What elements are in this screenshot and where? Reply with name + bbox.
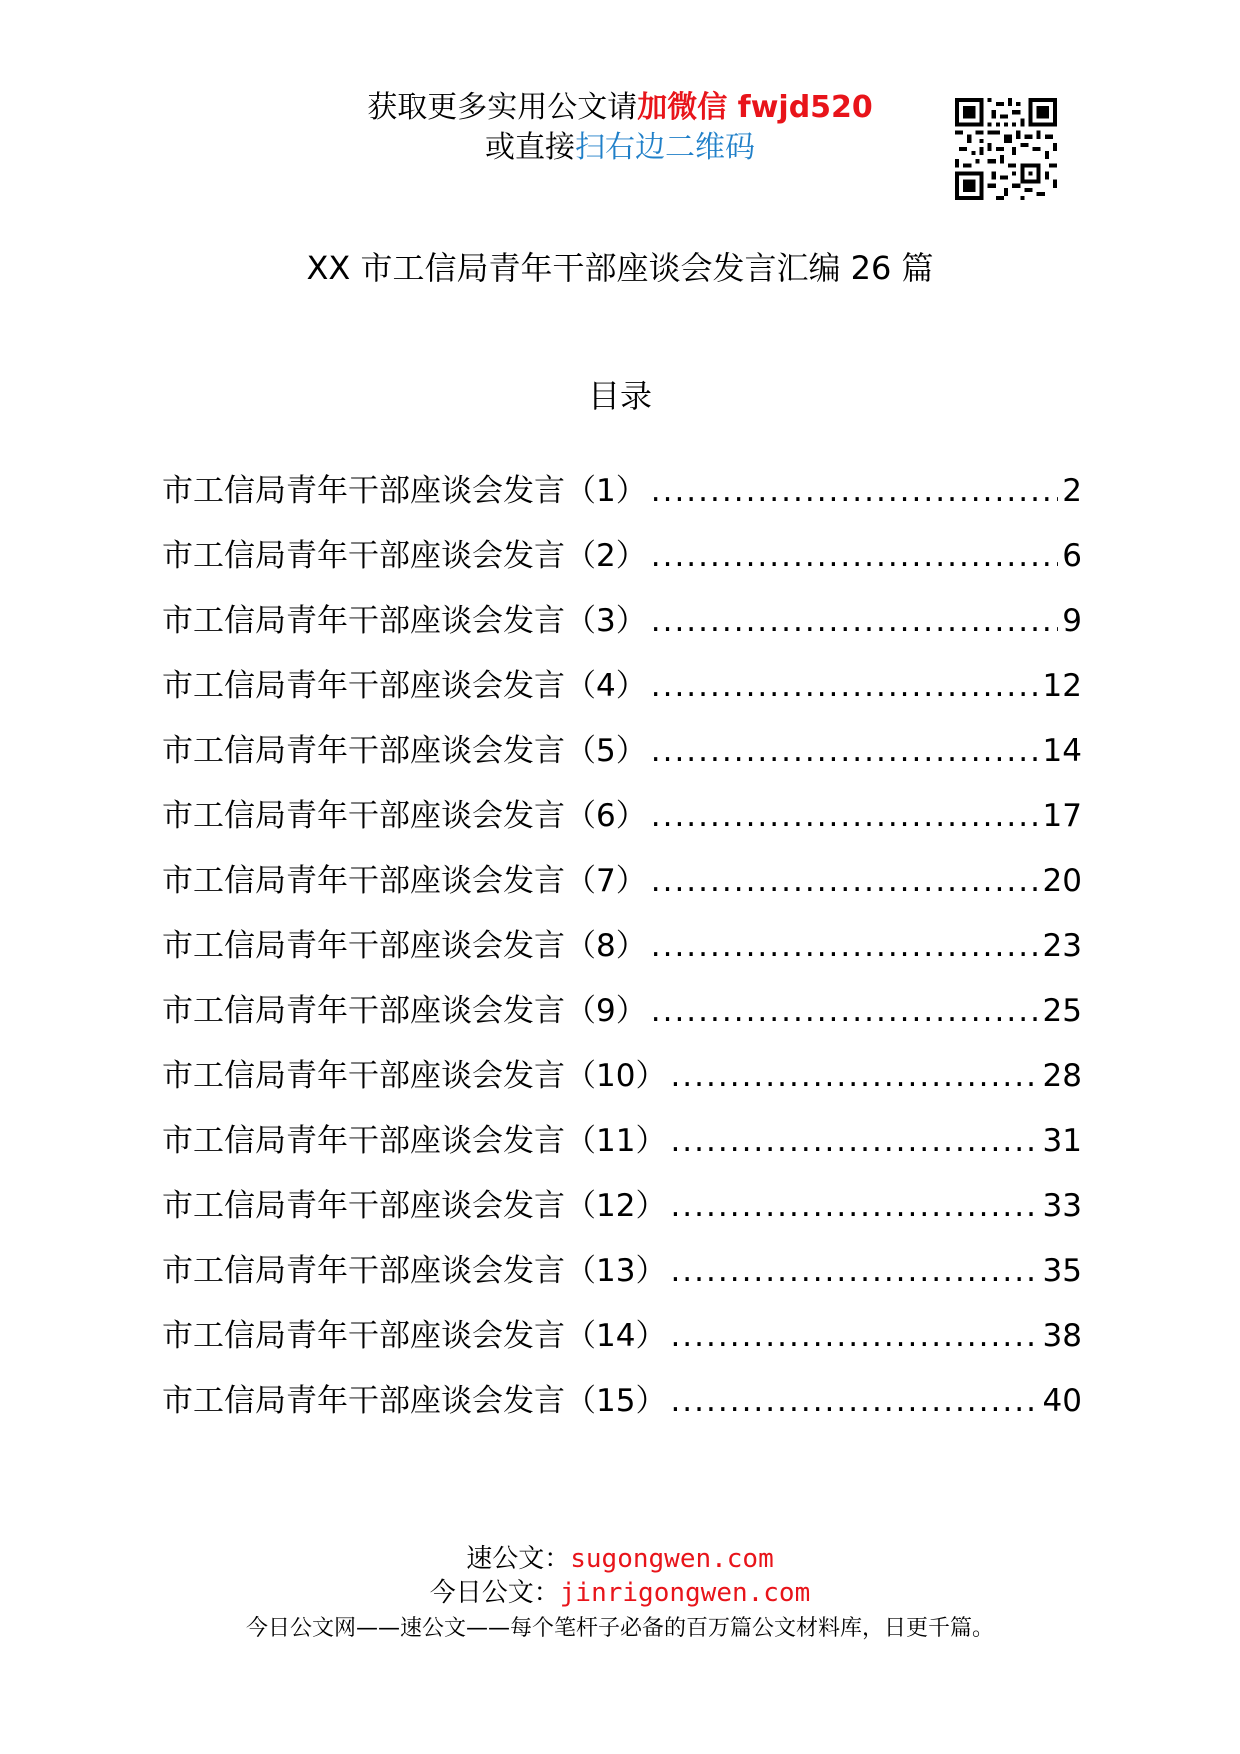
document-title: XX 市工信局青年干部座谈会发言汇编 26 篇 bbox=[306, 249, 934, 287]
toc-entry-page: 33 bbox=[1042, 1188, 1082, 1224]
dot-leader bbox=[651, 990, 1039, 1032]
toc-entry-5[interactable] bbox=[162, 730, 1082, 795]
wechat-contact: 加微信 fwjd520 bbox=[637, 90, 873, 125]
toc-entry-page: 20 bbox=[1042, 863, 1082, 899]
dot-leader bbox=[651, 665, 1039, 707]
toc-entry-label: 市工信局青年干部座谈会发言（1） bbox=[162, 473, 647, 509]
toc-heading: 目录 bbox=[587, 377, 652, 415]
toc-entry-page: 2 bbox=[1062, 473, 1082, 509]
toc-entry-page: 38 bbox=[1042, 1318, 1082, 1354]
footer-slogan: 今日公文网——速公文——每个笔杆子必备的百万篇公文材料库，日更千篇。 bbox=[245, 1616, 994, 1641]
toc-entry-label: 市工信局青年干部座谈会发言（14） bbox=[162, 1318, 667, 1354]
toc-entry-label: 市工信局青年干部座谈会发言（13） bbox=[162, 1253, 667, 1289]
toc-entry-page: 9 bbox=[1062, 603, 1082, 639]
toc-entry-label: 市工信局青年干部座谈会发言（15） bbox=[162, 1383, 667, 1419]
toc-entry-1[interactable] bbox=[162, 470, 1082, 535]
toc-entry-page: 17 bbox=[1042, 798, 1082, 834]
footer-line-2-prefix: 今日公文： bbox=[429, 1578, 560, 1608]
dot-leader bbox=[651, 795, 1039, 837]
toc-entry-13[interactable] bbox=[162, 1250, 1082, 1315]
dot-leader bbox=[670, 1250, 1038, 1292]
toc-entry-page: 40 bbox=[1042, 1383, 1082, 1419]
toc-entry-page: 28 bbox=[1042, 1058, 1082, 1094]
dot-leader bbox=[670, 1120, 1038, 1162]
dot-leader bbox=[651, 535, 1059, 577]
dot-leader bbox=[670, 1055, 1038, 1097]
dot-leader bbox=[670, 1185, 1038, 1227]
toc-entry-9[interactable] bbox=[162, 990, 1082, 1055]
toc-entry-7[interactable] bbox=[162, 860, 1082, 925]
toc-entry-label: 市工信局青年干部座谈会发言（3） bbox=[162, 603, 647, 639]
toc-entry-2[interactable] bbox=[162, 535, 1082, 600]
dot-leader bbox=[651, 600, 1059, 642]
toc-entry-page: 31 bbox=[1042, 1123, 1082, 1159]
dot-leader bbox=[651, 860, 1039, 902]
toc-entry-page: 6 bbox=[1062, 538, 1082, 574]
promo-footer bbox=[0, 1542, 1240, 1644]
toc-entry-label: 市工信局青年干部座谈会发言（9） bbox=[162, 993, 647, 1029]
jinrigongwen-link[interactable]: jinrigongwen.com bbox=[559, 1578, 811, 1608]
dot-leader bbox=[651, 925, 1039, 967]
footer-line-1 bbox=[0, 1542, 1240, 1576]
toc-entry-14[interactable] bbox=[162, 1315, 1082, 1380]
toc-entry-15[interactable] bbox=[162, 1380, 1082, 1445]
toc-entry-3[interactable] bbox=[162, 600, 1082, 665]
toc-entry-label: 市工信局青年干部座谈会发言（12） bbox=[162, 1188, 667, 1224]
promo-line-1-prefix: 获取更多实用公文请 bbox=[367, 90, 638, 125]
qr-code-icon bbox=[955, 98, 1057, 200]
sugongwen-link[interactable]: sugongwen.com bbox=[570, 1544, 774, 1574]
toc-entry-page: 25 bbox=[1042, 993, 1082, 1029]
dot-leader bbox=[651, 730, 1039, 772]
toc-entry-page: 35 bbox=[1042, 1253, 1082, 1289]
toc-entry-11[interactable] bbox=[162, 1120, 1082, 1185]
toc-entry-label: 市工信局青年干部座谈会发言（2） bbox=[162, 538, 647, 574]
toc-entry-4[interactable] bbox=[162, 665, 1082, 730]
toc-entry-label: 市工信局青年干部座谈会发言（7） bbox=[162, 863, 647, 899]
toc-entry-page: 23 bbox=[1042, 928, 1082, 964]
toc-entry-page: 14 bbox=[1042, 733, 1082, 769]
toc-entry-label: 市工信局青年干部座谈会发言（8） bbox=[162, 928, 647, 964]
dot-leader bbox=[651, 470, 1059, 512]
footer-line-1-prefix: 速公文： bbox=[466, 1544, 571, 1574]
footer-line-2 bbox=[0, 1576, 1240, 1610]
toc-entry-label: 市工信局青年干部座谈会发言（4） bbox=[162, 668, 647, 704]
toc-entry-8[interactable] bbox=[162, 925, 1082, 990]
toc-entry-label: 市工信局青年干部座谈会发言（10） bbox=[162, 1058, 667, 1094]
toc-entry-12[interactable] bbox=[162, 1185, 1082, 1250]
dot-leader bbox=[670, 1315, 1038, 1357]
toc-entry-label: 市工信局青年干部座谈会发言（5） bbox=[162, 733, 647, 769]
toc-entry-10[interactable] bbox=[162, 1055, 1082, 1120]
dot-leader bbox=[670, 1380, 1038, 1422]
promo-line-2-prefix: 或直接 bbox=[485, 130, 575, 165]
toc-entry-6[interactable] bbox=[162, 795, 1082, 860]
table-of-contents bbox=[162, 470, 1082, 1445]
toc-entry-page: 12 bbox=[1042, 668, 1082, 704]
toc-entry-label: 市工信局青年干部座谈会发言（6） bbox=[162, 798, 647, 834]
scan-qr-text: 扫右边二维码 bbox=[575, 130, 755, 165]
toc-entry-label: 市工信局青年干部座谈会发言（11） bbox=[162, 1123, 667, 1159]
